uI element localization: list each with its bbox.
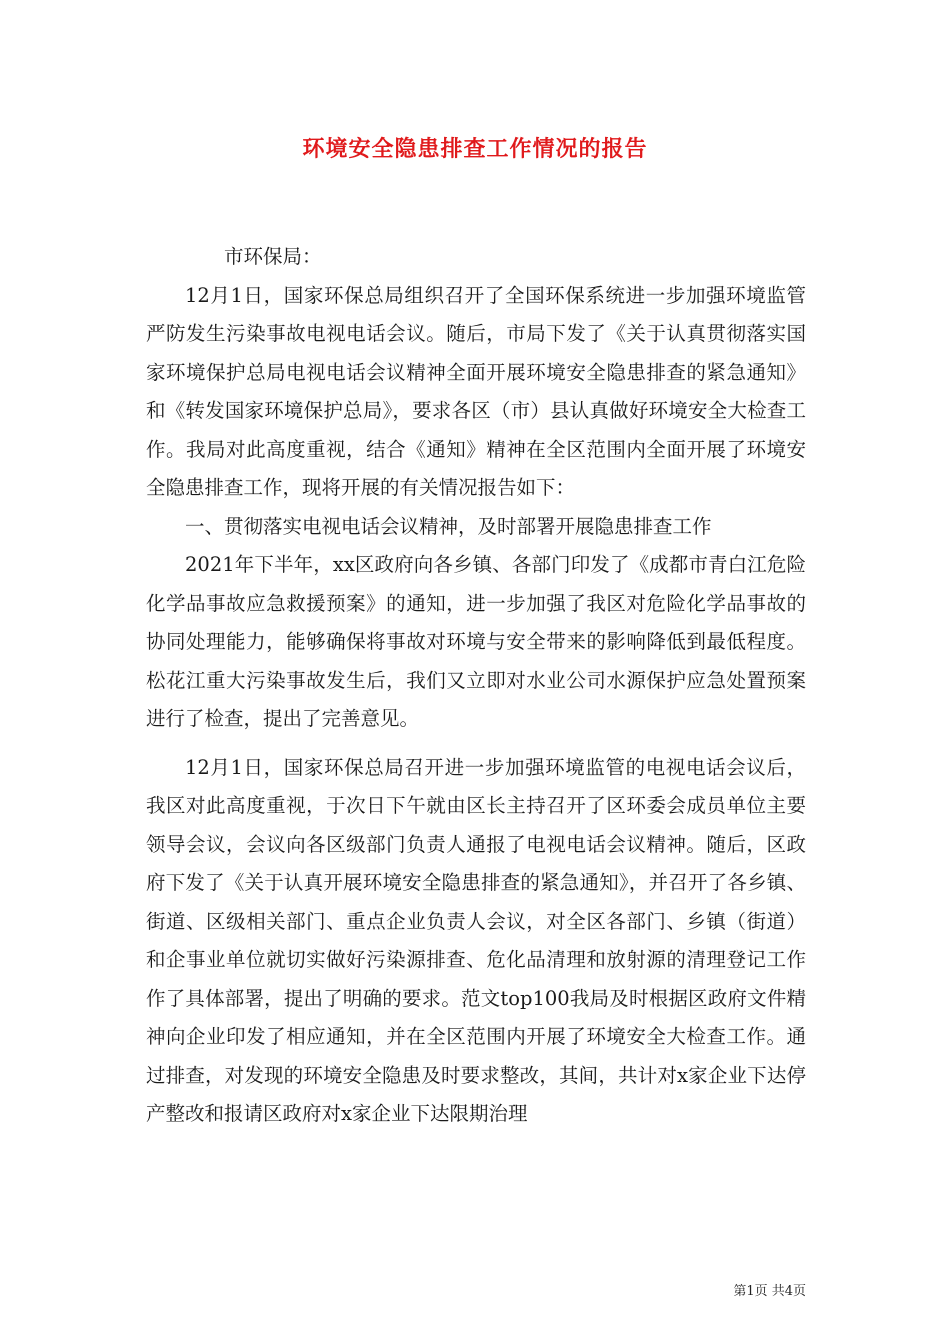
- document-body: [146, 238, 806, 1134]
- salutation: 市环保局：: [224, 245, 322, 268]
- paragraph-meeting: 12月1日，国家环保总局召开进一步加强环境监管的电视电话会议后，我区对此高度重视，于次日下午就由区长主持召开了区环委会成员单位主要领导会议，会议向各区级部门负责人通报了电视电话会议精神。随后，区政府下发了《关于认真开展环境安全隐患排查的紧急通知》，并召开了各乡镇、街道、区级相关部门、重点企业负责人会议，对全区各部门、乡镇（街道）和企事业单位就切实做好污染源排查、危化品清理和放射源的清理登记工作作了具体部署，提出了明确的要求。范文top100我局及时根据区政府文件精神向企业印发了相应通知，并在全区范围内开展了环境安全大检查工作。通过排查，对发现的环境安全隐患及时要求整改，其间，共计对x家企业下达停产整改和报请区政府对x家企业下达限期治理: [146, 755, 806, 1125]
- paragraph-intro: 12月1日，国家环保总局组织召开了全国环保系统进一步加强环境监管严防发生污染事故电视电话会议。随后，市局下发了《关于认真贯彻落实国家环境保护总局电视电话会议精神全面开展环境安全隐患排查的紧急通知》和《转发国家环境保护总局》，要求各区（市）县认真做好环境安全大检查工作。我局对此高度重视，结合《通知》精神在全区范围内全面开展了环境安全隐患排查工作，现将开展的有关情况报告如下：: [146, 283, 806, 499]
- page-number: 第1页 共4页: [733, 1284, 806, 1299]
- document-title: 环境安全隐患排查工作情况的报告: [302, 136, 648, 162]
- section-heading-1: 一、贯彻落实电视电话会议精神，及时部署开展隐患排查工作: [185, 514, 712, 538]
- paragraph-plan: 2021年下半年，xx区政府向各乡镇、各部门印发了《成都市青白江危险化学品事故应急救援预案》的通知，进一步加强了我区对危险化学品事故的协同处理能力，能够确保将事故对环境与安全带来的影响降低到最低程度。松花江重大污染事故发生后，我们又立即对水业公司水源保护应急处置预案进行了检查，提出了完善意见。: [146, 553, 806, 730]
